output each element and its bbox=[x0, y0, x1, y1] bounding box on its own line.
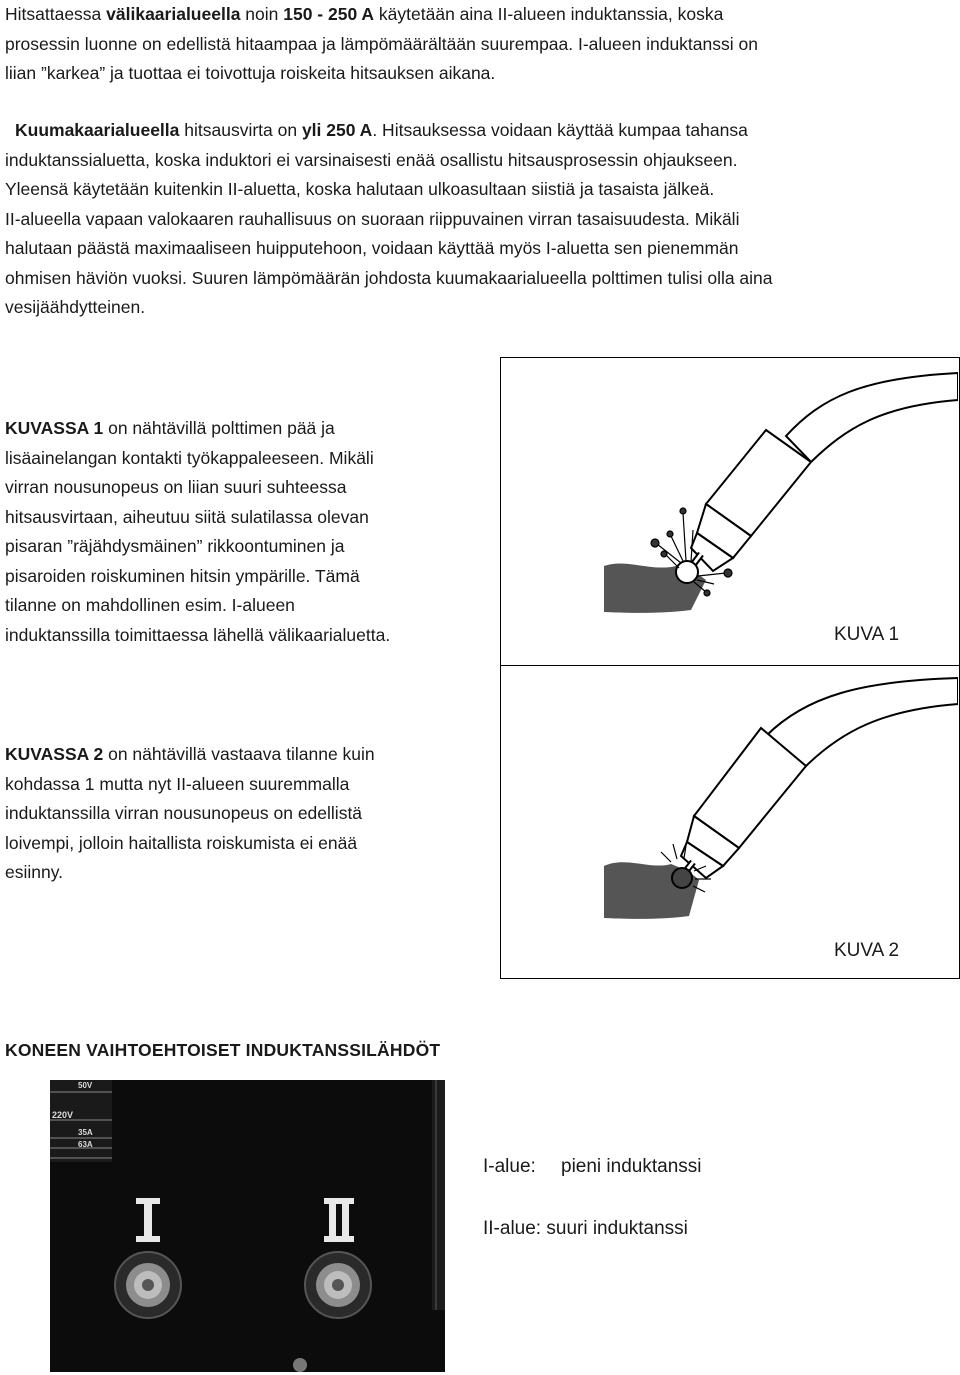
machine-panel-photo bbox=[50, 1080, 445, 1372]
legend-i-value: pieni induktanssi bbox=[561, 1156, 702, 1177]
kuva2-line: esiinny. bbox=[5, 862, 64, 882]
kuva2-line: induktanssilla virran nousunopeus on edellistä bbox=[5, 803, 363, 823]
hot-line: halutaan päästä maximaaliseen huipputehoon, voidaan käyttää myös I-aluetta sen pienemmän bbox=[5, 238, 739, 258]
figure-2-label: KUVA 2 bbox=[834, 940, 900, 961]
kuva2-line-1: KUVASSA 2 on nähtävillä vastaava tilanne kuin bbox=[5, 744, 375, 764]
figure-2 bbox=[500, 665, 960, 979]
figure-1 bbox=[500, 357, 960, 667]
kuva1-line: induktanssilla toimittaessa lähellä välikaarialuetta. bbox=[5, 624, 391, 645]
kuva1-line: virran nousunopeus on liian suuri suhteessa bbox=[5, 477, 347, 497]
kuva1-line: hitsausvirtaan, aiheutuu siitä sulatilassa olevan bbox=[5, 506, 369, 527]
hot-line-1: Kuumakaarialueella hitsausvirta on yli 250 A. Hitsauksessa voidaan käyttää kumpaa tahansa bbox=[15, 120, 748, 140]
intro-paragraph bbox=[5, 0, 758, 89]
kuva1-line-1: KUVASSA 1 on nähtävillä polttimen pää ja bbox=[5, 418, 335, 438]
hot-line: Yleensä käytetään kuitenkin II-aluetta, koska halutaan ulkoasultaan siistiä ja tasaista jälkeä. bbox=[5, 179, 715, 199]
kuva1-line: tilanne on mahdollinen esim. I-alueen bbox=[5, 595, 295, 615]
plate-label: 50V bbox=[78, 1081, 93, 1090]
figure-1-label: KUVA 1 bbox=[834, 624, 900, 645]
section-heading: KONEEN VAIHTOEHTOISET INDUKTANSSILÄHDÖT bbox=[5, 1040, 441, 1060]
intro-line-3: liian ”karkea” ja tuottaa ei toivottuja roiskeita hitsauksen aikana. bbox=[5, 63, 496, 83]
intro-line-2: prosessin luonne on edellistä hitaampaa ja lämpömäärältään suurempaa. I-alueen induktanssi on bbox=[5, 33, 758, 54]
kuva1-line: pisaroiden roiskuminen hitsin ympärille. Tämä bbox=[5, 565, 360, 586]
plate-label: 63A bbox=[78, 1140, 93, 1149]
legend-ii bbox=[483, 1218, 688, 1240]
legend-i bbox=[483, 1156, 701, 1178]
kuva1-line: pisaran ”räjähdysmäinen” rikkoontuminen ja bbox=[5, 536, 345, 556]
welding-torch-spatter-illustration bbox=[501, 358, 958, 664]
welding-torch-stable-illustration bbox=[501, 666, 958, 976]
machine-panel-drawing bbox=[50, 1080, 445, 1372]
kuva2-line: kohdassa 1 mutta nyt II-alueen suuremmalla bbox=[5, 773, 350, 794]
hot-line: II-alueella vapaan valokaaren rauhallisuus on suoraan riippuvainen virran tasaisuudesta. Mikäli bbox=[5, 208, 740, 229]
hot-line: ohmisen häviön vuoksi. Suuren lämpömäärän johdosta kuumakaarialueella polttimen tulisi olla aina bbox=[5, 267, 773, 288]
kuva1-paragraph bbox=[5, 414, 390, 650]
hot-line: vesijäähdytteinen. bbox=[5, 297, 146, 317]
kuva2-paragraph bbox=[5, 740, 375, 888]
legend-ii-value: suuri induktanssi bbox=[546, 1218, 688, 1239]
legend-i-key: I-alue: bbox=[483, 1156, 536, 1177]
plate-label: 220V bbox=[52, 1110, 74, 1120]
hot-line: induktanssialuetta, koska induktori ei varsinaisesti enää osallistu hitsausprosessin ohjaukseen. bbox=[5, 149, 738, 170]
plate-label: 35A bbox=[78, 1128, 93, 1137]
intro-line-1: Hitsattaessa välikaarialueella noin 150 - 250 A käytetään aina II-alueen induktanssia, koska bbox=[5, 4, 724, 24]
hot-arc-paragraph bbox=[5, 116, 773, 323]
kuva2-line: loivempi, jolloin haitallista roiskumista ei enää bbox=[5, 832, 358, 853]
kuva1-line: lisäainelangan kontakti työkappaleeseen. Mikäli bbox=[5, 447, 374, 468]
legend-ii-key: II-alue: bbox=[483, 1218, 542, 1239]
